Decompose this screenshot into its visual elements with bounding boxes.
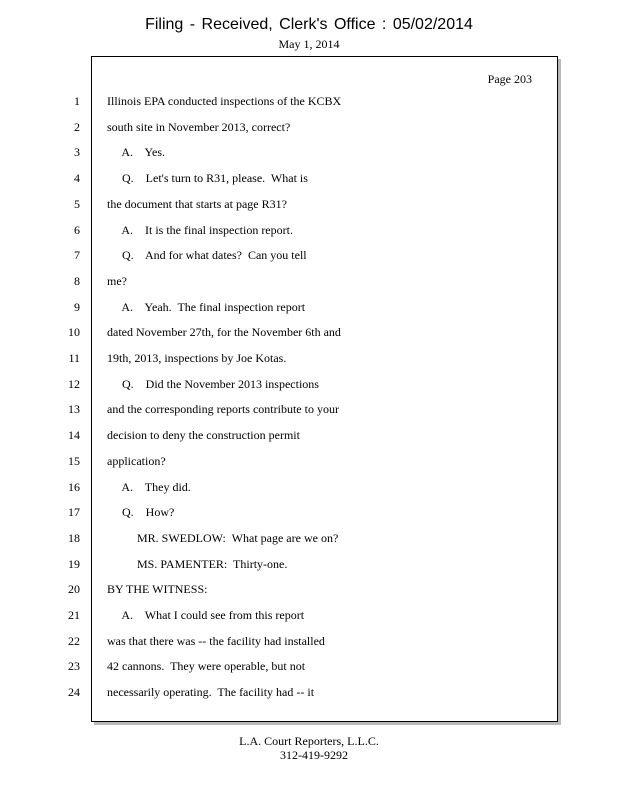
line-number: 8 — [74, 273, 80, 288]
line-text: and the corresponding reports contribute to your — [107, 402, 339, 417]
line-number: 23 — [68, 659, 80, 674]
line-text: A. It is the final inspection report. — [107, 222, 293, 237]
line-text: dated November 27th, for the November 6th and — [107, 325, 341, 340]
line-text: south site in November 2013, correct? — [107, 119, 291, 134]
line-text: Q. How? — [107, 505, 175, 520]
transcript-line — [0, 531, 618, 551]
transcript-line — [0, 248, 618, 268]
line-text: A. They did. — [107, 479, 191, 494]
transcript-line — [0, 377, 618, 397]
hearing-date: May 1, 2014 — [278, 37, 340, 51]
line-number: 19 — [68, 556, 80, 571]
transcript-line — [0, 223, 618, 243]
filing-header: Filing - Received, Clerk's Office : 05/02/2014 — [145, 16, 473, 33]
line-number: 3 — [74, 145, 80, 160]
line-number: 12 — [68, 376, 80, 391]
line-text: MS. PAMENTER: Thirty-one. — [107, 556, 288, 571]
line-text: Q. Did the November 2013 inspections — [107, 376, 319, 391]
line-text: me? — [107, 273, 127, 288]
transcript-line — [0, 480, 618, 500]
line-number: 4 — [74, 171, 80, 186]
transcript-line — [0, 197, 618, 217]
line-number: 10 — [68, 325, 80, 340]
line-text: was that there was -- the facility had installed — [107, 633, 325, 648]
transcript-line — [0, 428, 618, 448]
line-number: 15 — [68, 453, 80, 468]
line-text: A. What I could see from this report — [107, 608, 305, 622]
transcript-line — [0, 685, 618, 705]
line-text: BY THE WITNESS: — [107, 582, 208, 597]
line-text: the document that starts at page R31? — [107, 196, 287, 211]
court-reporter-name: L.A. Court Reporters, L.L.C. — [239, 734, 379, 748]
transcript-line — [0, 454, 618, 474]
line-number: 2 — [74, 119, 80, 134]
transcript-line — [0, 325, 618, 345]
transcript-line — [0, 351, 618, 371]
line-text: Q. Let's turn to R31, please. What is — [107, 171, 308, 186]
line-text: Q. And for what dates? Can you tell — [107, 248, 307, 263]
transcript-line — [0, 582, 618, 602]
transcript-line — [0, 94, 618, 114]
transcript-line — [0, 300, 618, 320]
line-number: 17 — [68, 505, 80, 520]
line-number: 22 — [68, 633, 80, 648]
line-text: application? — [107, 453, 166, 468]
transcript-line — [0, 505, 618, 525]
transcript-line — [0, 402, 618, 422]
line-number: 5 — [74, 196, 80, 211]
line-text: 19th, 2013, inspections by Joe Kotas. — [107, 351, 287, 365]
line-number: 24 — [68, 685, 80, 700]
line-number: 18 — [68, 530, 80, 545]
line-text: 42 cannons. They were operable, but not — [107, 659, 306, 674]
transcript-line — [0, 557, 618, 577]
line-number: 16 — [68, 479, 80, 494]
line-number: 20 — [68, 582, 80, 597]
court-reporter-phone: 312-419-9292 — [280, 748, 348, 762]
transcript-line — [0, 634, 618, 654]
line-number: 11 — [68, 351, 80, 365]
line-number: 7 — [74, 248, 80, 263]
line-text: A. Yeah. The final inspection report — [107, 299, 306, 314]
page-number: Page 203 — [487, 72, 532, 86]
transcript-line — [0, 145, 618, 165]
line-number: 21 — [68, 608, 80, 622]
line-text: necessarily operating. The facility had -- it — [107, 685, 315, 700]
line-number: 6 — [74, 222, 80, 237]
line-number: 9 — [74, 299, 80, 314]
transcript-line — [0, 274, 618, 294]
line-text: MR. SWEDLOW: What page are we on? — [107, 530, 339, 545]
line-number: 13 — [68, 402, 80, 417]
transcript-line — [0, 659, 618, 679]
line-text: Illinois EPA conducted inspections of the KCBX — [107, 94, 342, 108]
transcript-line — [0, 171, 618, 191]
transcript-line — [0, 608, 618, 628]
line-text: decision to deny the construction permit — [107, 428, 300, 443]
line-text: A. Yes. — [107, 145, 166, 160]
line-number: 1 — [74, 94, 80, 108]
transcript-line — [0, 120, 618, 140]
line-number: 14 — [68, 428, 80, 443]
